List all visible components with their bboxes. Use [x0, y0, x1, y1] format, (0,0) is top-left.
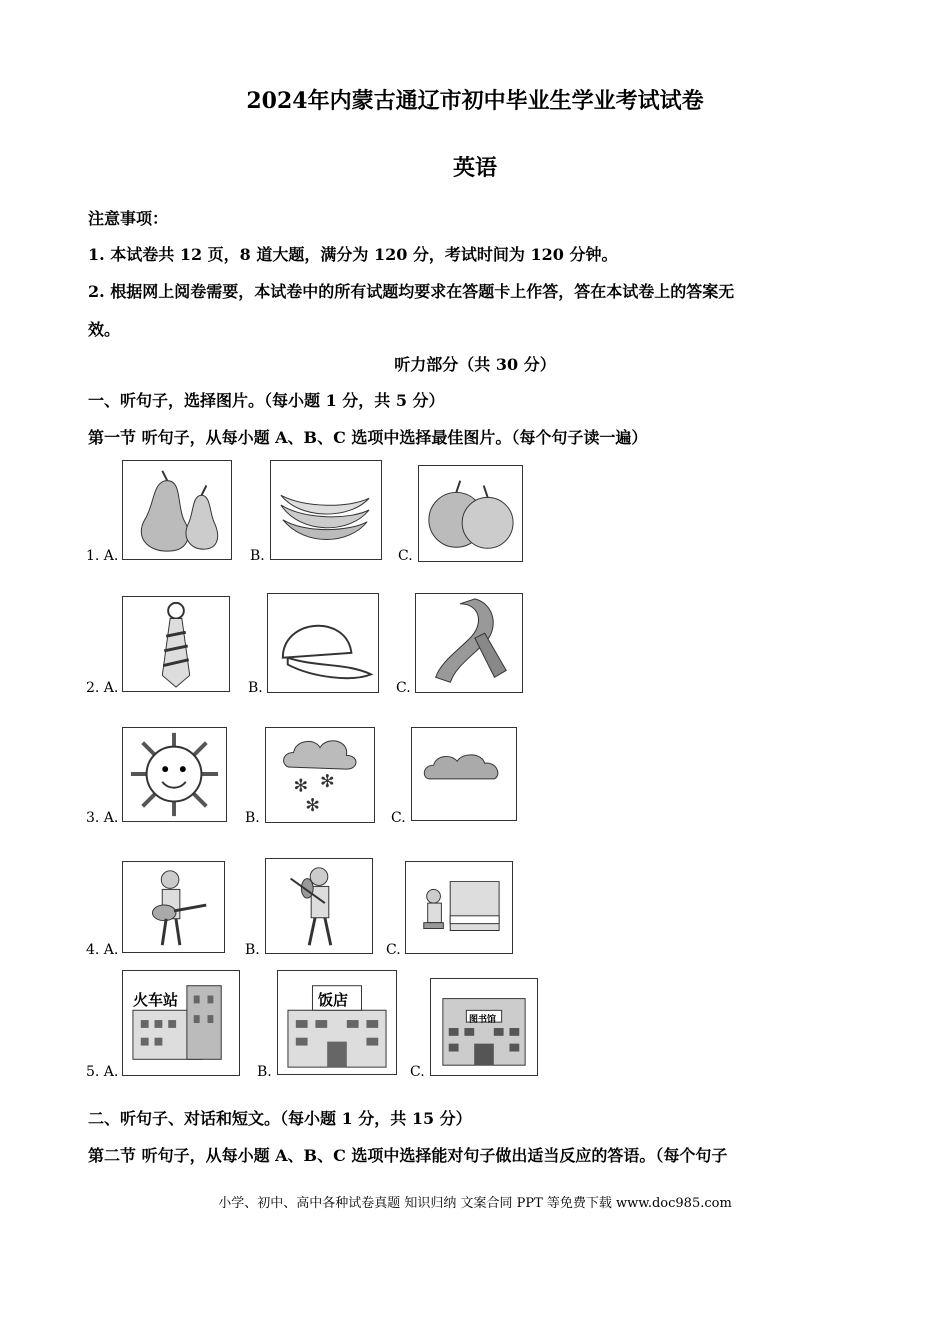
section-2-title: 二、听句子、对话和短文。（每小题 1 分，共 15 分）	[88, 1109, 472, 1128]
apples-icon	[418, 465, 523, 562]
cloud-icon	[411, 727, 517, 821]
svg-text:✻: ✻	[293, 776, 309, 797]
q4-label-a: 4. A.	[86, 942, 119, 958]
sign-library: 图书馆	[469, 1015, 497, 1025]
sign-train-station: 火车站	[133, 991, 179, 1009]
tie-icon	[122, 596, 230, 692]
q3-label-b: B.	[245, 810, 260, 826]
q4-label-b: B.	[245, 942, 260, 958]
q5-label-b: B.	[257, 1064, 272, 1080]
q5-label-c: C.	[410, 1064, 425, 1080]
sign-hotel: 饭店	[318, 991, 349, 1009]
piano-player-icon	[405, 861, 513, 954]
sun-icon	[122, 727, 227, 822]
cap-icon	[267, 593, 379, 693]
violin-player-icon	[265, 858, 373, 954]
svg-text:✻: ✻	[305, 796, 321, 817]
q5-label-a: 5. A.	[86, 1064, 119, 1080]
q3-label-a: 3. A.	[86, 810, 119, 826]
q2-label-b: B.	[248, 680, 263, 696]
q3-label-c: C.	[391, 810, 406, 826]
q1-label-c: C.	[398, 548, 413, 564]
section-1-title: 一、听句子，选择图片。（每小题 1 分，共 5 分）	[88, 391, 445, 410]
listening-part-title: 听力部分（共 30 分）	[394, 355, 556, 374]
q2-label-a: 2. A.	[86, 680, 119, 696]
q4-label-c: C.	[386, 942, 401, 958]
guitar-player-icon	[122, 861, 225, 953]
pears-icon	[122, 460, 232, 560]
exam-subject: 英语	[452, 155, 497, 181]
scarf-icon	[415, 593, 523, 693]
svg-text:✻: ✻	[320, 771, 335, 792]
exam-title: 2024年内蒙古通辽市初中毕业生学业考试试卷	[246, 88, 704, 114]
page-footer: 小学、初中、高中各种试卷真题 知识归纳 文案合同 PPT 等免费下载 www.doc985.com	[218, 1196, 732, 1211]
notes-heading: 注意事项：	[88, 209, 169, 228]
train-station-icon	[122, 970, 240, 1076]
hotel-icon	[277, 970, 397, 1075]
q2-label-c: C.	[396, 680, 411, 696]
snow-cloud-icon	[265, 727, 375, 823]
q1-label-a: 1. A.	[86, 548, 119, 564]
note-item-2: 2. 根据网上阅卷需要，本试卷中的所有试题均要求在答题卡上作答，答在本试卷上的答案无	[88, 282, 735, 301]
section-1-subtitle: 第一节 听句子，从每小题 A、B、C 选项中选择最佳图片。（每个句子读一遍）	[88, 428, 648, 447]
note-item-1: 1. 本试卷共 12 页，8 道大题，满分为 120 分，考试时间为 120 分钟。	[88, 245, 618, 264]
note-item-2-cont: 效。	[88, 320, 121, 339]
bananas-icon	[270, 460, 382, 560]
library-icon	[430, 978, 538, 1076]
q1-label-b: B.	[250, 548, 265, 564]
section-2-subtitle: 第二节 听句子，从每小题 A、B、C 选项中选择能对句子做出适当反应的答语。（每个句子	[88, 1146, 728, 1165]
